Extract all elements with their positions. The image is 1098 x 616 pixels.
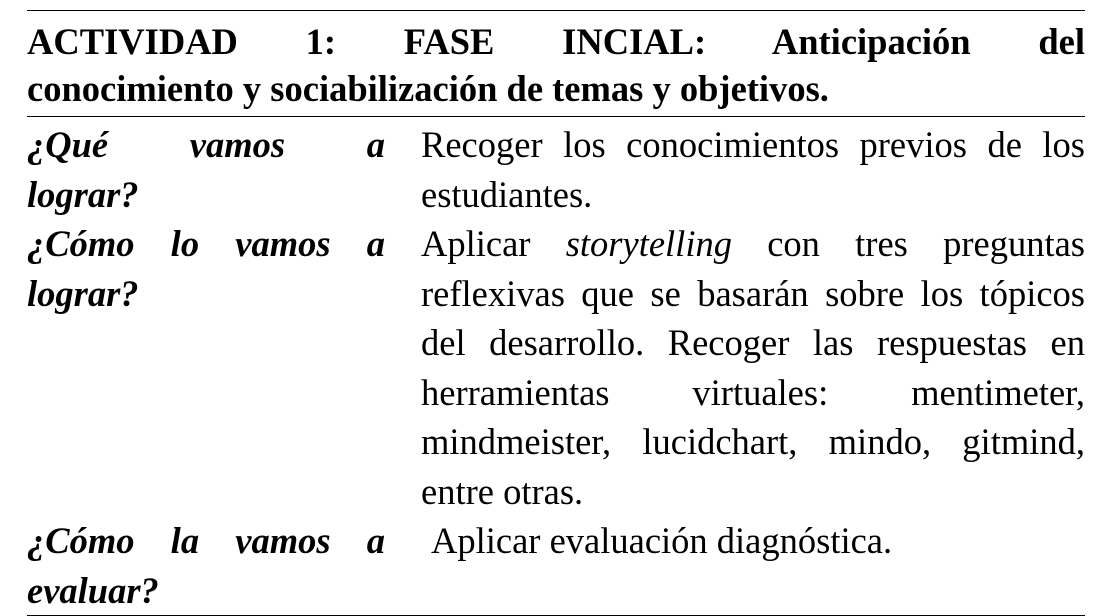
table-row [27, 219, 1085, 516]
question-line: lograr? [27, 272, 139, 314]
question-line: ¿Cómo lo vamos a [27, 223, 385, 264]
question-line: ¿Cómo la vamos a [27, 520, 385, 561]
question-cell [27, 516, 421, 615]
activity-table-frame [27, 10, 1085, 616]
question-line: ¿Qué vamos a [27, 124, 385, 165]
activity-table [27, 117, 1085, 615]
question-line: lograr? [27, 173, 139, 215]
question-cell [27, 117, 421, 219]
answer-rest: con tres preguntas reflexivas que se basarán sobre los tópicos del desarrollo. Recoger las respuestas en herramientas virtuales: mentimeter, mindmeister, lucidchart, mindo, gitmind, entre otras. [421, 223, 1085, 512]
answer-cell: Recoger los conocimientos previos de los estudiantes. [421, 124, 1085, 215]
activity-title [27, 11, 1085, 116]
activity-title-line1: ACTIVIDAD 1: FASE INCIAL: Anticipación del [27, 21, 1085, 62]
question-line: evaluar? [27, 569, 159, 611]
answer-cell [421, 219, 1085, 516]
activity-title-line2: conocimiento y sociabilización de temas y objetivos. [27, 68, 829, 109]
answer-prefix: Aplicar [421, 223, 566, 264]
table-row [27, 117, 1085, 219]
table-row [27, 516, 1085, 615]
answer-cell: Aplicar evaluación diagnóstica. [431, 520, 893, 561]
answer-emphasis: storytelling [565, 223, 732, 264]
question-cell [27, 219, 421, 516]
